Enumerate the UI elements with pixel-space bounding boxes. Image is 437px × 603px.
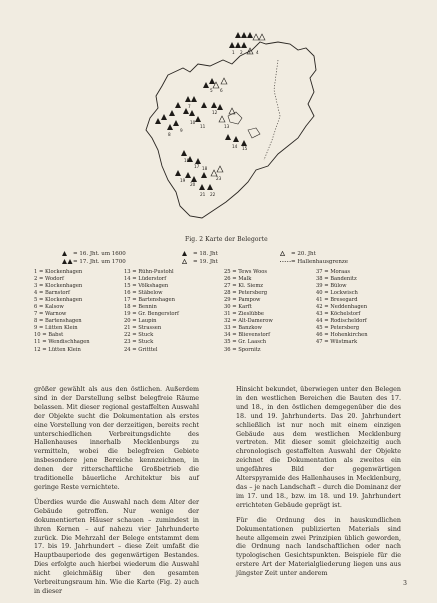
svg-text:15: 15 (242, 146, 248, 151)
svg-text:21: 21 (200, 192, 206, 197)
place-entry: 33 = Banzkow (224, 325, 262, 332)
place-entry: 20 = Laupin (124, 318, 157, 325)
place-entry: 9 = Lütten Klein (34, 325, 78, 332)
place-entry: 12 = Lütten Klein (34, 346, 81, 353)
svg-text:11: 11 (200, 124, 206, 129)
place-entry: 14 = Lüderstorf (124, 276, 167, 283)
place-entry: 2 = Wodorf (34, 276, 64, 283)
body-text-right (236, 386, 401, 585)
place-entry: 8 = Bartenshagen (34, 318, 82, 325)
place-entry: 45 = Petersberg (316, 325, 360, 332)
open-triangle-icon (280, 251, 291, 256)
place-entry: 28 = Petersberg (224, 290, 268, 297)
place-entry: 32 = Alt-Damerow (224, 318, 273, 325)
place-entry: 25 = Tews Woos (224, 269, 268, 275)
place-entry: 16 = Stäbelow (124, 290, 163, 297)
place-entry: 18 = Bennin (124, 304, 157, 311)
place-entry: 5 = Klockenhagen (34, 297, 83, 304)
svg-text:7: 7 (188, 104, 191, 109)
places-column-4 (316, 269, 368, 347)
place-entry: 21 = Strassen (124, 325, 162, 332)
place-entry: 44 = Rodischeldorf (316, 318, 367, 325)
place-entry: 22 = Stuck (124, 332, 154, 339)
place-entry: 31 = Zieslübbe (224, 311, 264, 318)
place-entry: 40 = Lockwisch (316, 290, 358, 297)
svg-text:6: 6 (220, 88, 223, 93)
figure-caption: Fig. 2 Karte der Belegorte (185, 236, 268, 243)
place-entry: 11 = Wendischhagen (34, 339, 90, 346)
hallenhaus-boundary (264, 60, 280, 160)
place-entry: 46 = Hohenkirchen (316, 332, 368, 339)
place-entry: 39 = Bülow (316, 283, 347, 290)
dotted-line-icon (280, 259, 291, 264)
svg-text:5: 5 (210, 88, 213, 93)
place-entry: 41 = Bresegard (316, 297, 358, 304)
place-entry: 43 = Köchelstorf (316, 311, 361, 318)
place-entry: 4 = Barnstorf (34, 290, 70, 297)
body-text-left (34, 386, 199, 603)
places-column-3 (224, 269, 273, 354)
paragraph: Überdies wurde die Auswahl nach dem Alter der Gebäude getroffen. Nur wenige der dokumentierten Häuser schauen – zumindest in ihren Kernen – auf nahezu vier Jahrhunderte zurück. Die Mehrzahl der Belege entstammt dem 17. bis 19. Jahrhundert – diese Zeit umfaßt die Hauptbauperiode des gegenwärtigen Bestandes. Dies erfolgte auch hierbei wiederum die Auswahl nicht gleichmäßig über den gesamten Verbreitungsraum hin. Wie die Karte (Fig. 2) auch in dieser (34, 498, 199, 595)
svg-text:18: 18 (202, 166, 208, 171)
paragraph: größer gewählt als aus den östlichen. Außerdem sind in der Darstellung selbst belegfreie Räume belassen. Mit dieser regional gestaffelten Auswahl der Objekte sucht die Dokumentation als erstes eine Vorstellung von der derzeitigen, bereits recht unterschiedlichen Verbreitungsdichte des Hallenhauses innerhalb Mecklenburgs zu vermitteln, wobei die belegfreien Gebiete insbesondere jene Bereiche kennzeichnen, in denen der ritterschaftliche Großbetrieb die traditionelle bäuerliche Architektur bis auf geringe Reste vernichtete. (34, 386, 199, 491)
svg-text:8: 8 (168, 132, 171, 137)
place-entry: 29 = Pampow (224, 297, 261, 304)
svg-text:23: 23 (216, 176, 222, 181)
place-entry: 42 = Neddenhagen (316, 304, 368, 311)
outline-triangle-icon (182, 259, 193, 264)
place-entry: 35 = Gr. Laasch (224, 339, 267, 346)
place-entry: 17 = Bartenshagen (124, 297, 175, 304)
filled-triangle-icon (62, 251, 73, 256)
place-entry: 10 = Babst (34, 332, 64, 339)
legend-item-19th: = 19. Jht (182, 259, 218, 265)
place-entry: 19 = Gr. Bengerstorf (124, 311, 179, 318)
place-entry: 7 = Warnow (34, 311, 67, 318)
svg-text:17: 17 (194, 164, 200, 169)
place-entry: 36 = Spornitz (224, 346, 261, 353)
page-number: 3 (403, 580, 407, 587)
place-entry: 13 = Rühn-Pustohl (124, 269, 174, 275)
place-entry: 26 = Malk (224, 276, 252, 283)
svg-text:12: 12 (212, 110, 218, 115)
place-entry: 37 = Moraas (316, 269, 351, 275)
place-entry: 24 = Gritttel (124, 346, 158, 353)
map-figure (128, 20, 328, 240)
svg-text:16: 16 (184, 158, 190, 163)
svg-text:10: 10 (190, 120, 196, 125)
paragraph: Für die Ordnung des in hauskundlichen Dokumentationen publizierten Materials sind heute allgemein zwei Prinzipien üblich geworden, die Ordnung nach landschaftlichen oder nach typologischen Gesichtspunkten. Beispiele für die erstere Art der Materialgliederung liegen uns aus jüngster Zeit unter anderem (236, 516, 401, 578)
place-entry: 15 = Völkshagen (124, 283, 169, 290)
filled-triangle-pair-icon (62, 259, 73, 264)
places-column-1 (34, 269, 90, 354)
place-entry: 27 = Kl. Siemz (224, 283, 264, 290)
mecklenburg-map (128, 20, 328, 240)
paragraph: Hinsicht bekundet, überwiegen unter den Belegen in den westlichen Bereichen die Bauten des 17. und 18., in den östlichen demgegenüber die des 18. und 19. Jahrhunderts. Das 20. Jahrhundert schließlich ist nur noch mit einem einzigen Gebäude aus dem westlichen Mecklenburg vertreten. Mit dieser somit gleichzeitig auch chronologisch gestaffelten Auswahl der Objekte zeichnet die Dokumentation als zweites ein ungefähres Bild der gegenwärtigen Alterspyramide des Hallenhauses in Mecklenburg, das – je nach Landschaft – durch die Dominanz der im 17. und 18., bzw. im 18. und 19. Jahrhundert errichteten Gebäude geprägt ist. (236, 386, 401, 509)
place-entry: 47 = Wüstmark (316, 339, 358, 346)
svg-text:4: 4 (256, 50, 259, 55)
place-entry: 1 = Klockenhagen (34, 269, 83, 275)
svg-text:13: 13 (224, 124, 230, 129)
place-entry: 38 = Bandenitz (316, 276, 357, 283)
svg-text:20: 20 (190, 182, 196, 187)
legend-item-17th: = 17. Jht. um 1700 (62, 259, 126, 265)
svg-text:2: 2 (240, 50, 243, 55)
place-entry: 23 = Stuck (124, 339, 154, 346)
places-column-2 (124, 269, 179, 354)
svg-text:14: 14 (232, 144, 238, 149)
svg-text:3: 3 (248, 50, 251, 55)
place-entry: 6 = Kalsow (34, 304, 64, 311)
legend-item-boundary: = Hallenhausgrenze (280, 259, 348, 265)
svg-text:9: 9 (180, 128, 183, 133)
half-triangle-icon (182, 251, 193, 256)
place-entry: 30 = Karft (224, 304, 252, 311)
svg-text:1: 1 (232, 50, 235, 55)
legend-item-16th: = 16. Jht. um 1600 (62, 251, 126, 257)
legend-item-18th: = 18. Jht (182, 251, 218, 257)
svg-text:22: 22 (210, 192, 216, 197)
legend-item-20th: = 20. Jht (280, 251, 316, 257)
place-entry: 34 = Blievenstorf (224, 332, 271, 339)
place-entry: 3 = Klockenhagen (34, 283, 83, 290)
svg-text:19: 19 (180, 178, 186, 183)
